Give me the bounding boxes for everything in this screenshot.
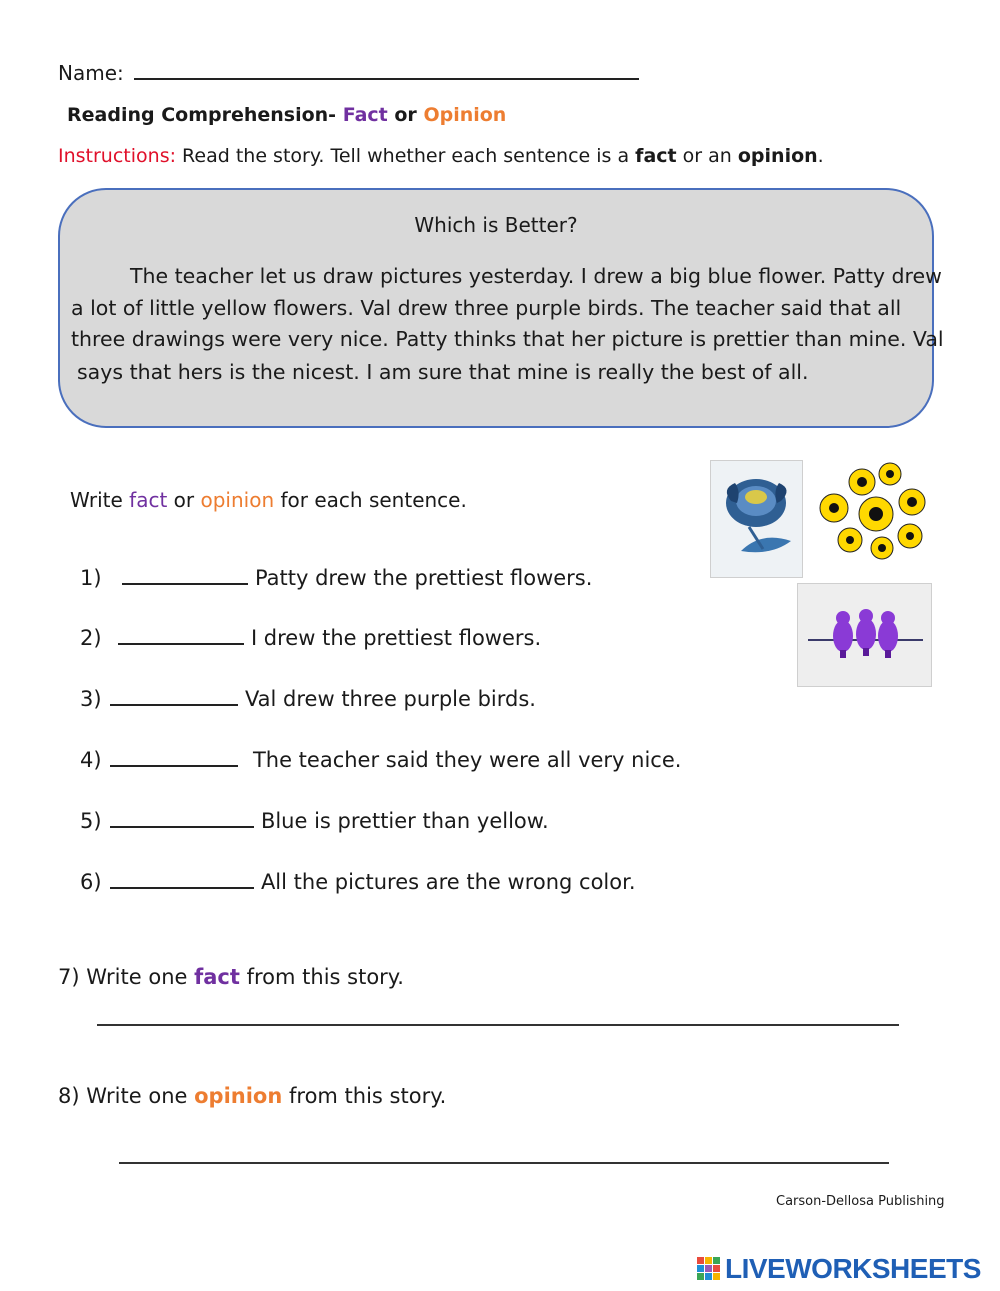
logo-text: LIVEWORKSHEETS [725,1253,981,1284]
worksheet-title [67,104,506,126]
question-text: Patty drew the prettiest flowers. [254,566,593,590]
q7-answer-line[interactable] [97,1024,899,1026]
name-input-line[interactable] [134,60,639,80]
yellow-flowers-icon [814,460,930,560]
answer-blank-6[interactable] [110,869,254,889]
purple-birds-icon [798,584,931,686]
instructions-label: Instructions: [58,145,176,167]
question-text: Blue is prettier than yellow. [260,809,549,833]
prompt-opinion: opinion [200,488,275,512]
title-fact: Fact [342,104,388,126]
liveworksheets-logo-icon [696,1256,722,1282]
story-line-3: three drawings were very nice. Patty thinks that her picture is prettier than mine. Val [71,327,944,351]
answer-blank-4[interactable] [110,747,238,767]
name-label: Name: [58,61,124,85]
question-7 [58,965,404,989]
question-4 [80,747,681,772]
prompt-text-1: Write [70,488,123,512]
q7-keyword: fact [194,965,240,989]
question-text: Val drew three purple birds. [244,687,536,711]
question-8 [58,1084,446,1108]
instructions [58,145,824,167]
prompt-fact: fact [129,488,168,512]
q7-suffix: from this story. [246,965,404,989]
instructions-opinion: opinion [737,145,818,167]
instructions-text-1: Read the story. Tell whether each sentence is a [182,145,630,167]
question-text: I drew the prettiest flowers. [250,626,542,650]
liveworksheets-logo[interactable] [696,1254,981,1284]
answer-blank-1[interactable] [122,565,248,585]
write-prompt [70,488,467,512]
question-5 [80,808,549,833]
answer-blank-3[interactable] [110,686,238,706]
name-row [58,60,639,85]
title-prefix: Reading Comprehension- [67,104,337,126]
title-opinion: Opinion [423,104,507,126]
purple-birds-image [797,583,932,687]
blue-flower-image [710,460,803,578]
answer-blank-2[interactable] [118,625,244,645]
answer-blank-5[interactable] [110,808,254,828]
question-number: 6) [80,870,102,894]
q8-suffix: from this story. [289,1084,447,1108]
story-line-1: The teacher let us draw pictures yesterday. I drew a big blue flower. Patty drew [130,264,942,288]
question-3 [80,686,536,711]
question-2 [80,625,541,650]
story-line-2: a lot of little yellow flowers. Val drew three purple birds. The teacher said that all [71,296,902,320]
prompt-or: or [173,488,195,512]
prompt-text-2: for each sentence. [280,488,467,512]
title-or: or [394,104,417,126]
q8-prefix: 8) Write one [58,1084,188,1108]
instructions-period: . [817,145,824,167]
question-number: 3) [80,687,102,711]
question-number: 5) [80,809,102,833]
yellow-flowers-image [814,460,930,560]
question-number: 1) [80,566,102,590]
question-number: 2) [80,626,102,650]
instructions-text-2: or an [682,145,732,167]
instructions-fact: fact [635,145,677,167]
publisher-credit: Carson-Dellosa Publishing [776,1194,945,1209]
question-number: 4) [80,748,102,772]
story-line-4: says that hers is the nicest. I am sure that mine is really the best of all. [77,360,809,384]
q7-prefix: 7) Write one [58,965,188,989]
question-text: All the pictures are the wrong color. [260,870,636,894]
question-1 [80,565,592,590]
blue-flower-icon [711,461,802,577]
q8-answer-line[interactable] [119,1162,889,1164]
question-text: The teacher said they were all very nice. [252,748,682,772]
q8-keyword: opinion [194,1084,283,1108]
question-6 [80,869,636,894]
story-title: Which is Better? [414,213,578,237]
